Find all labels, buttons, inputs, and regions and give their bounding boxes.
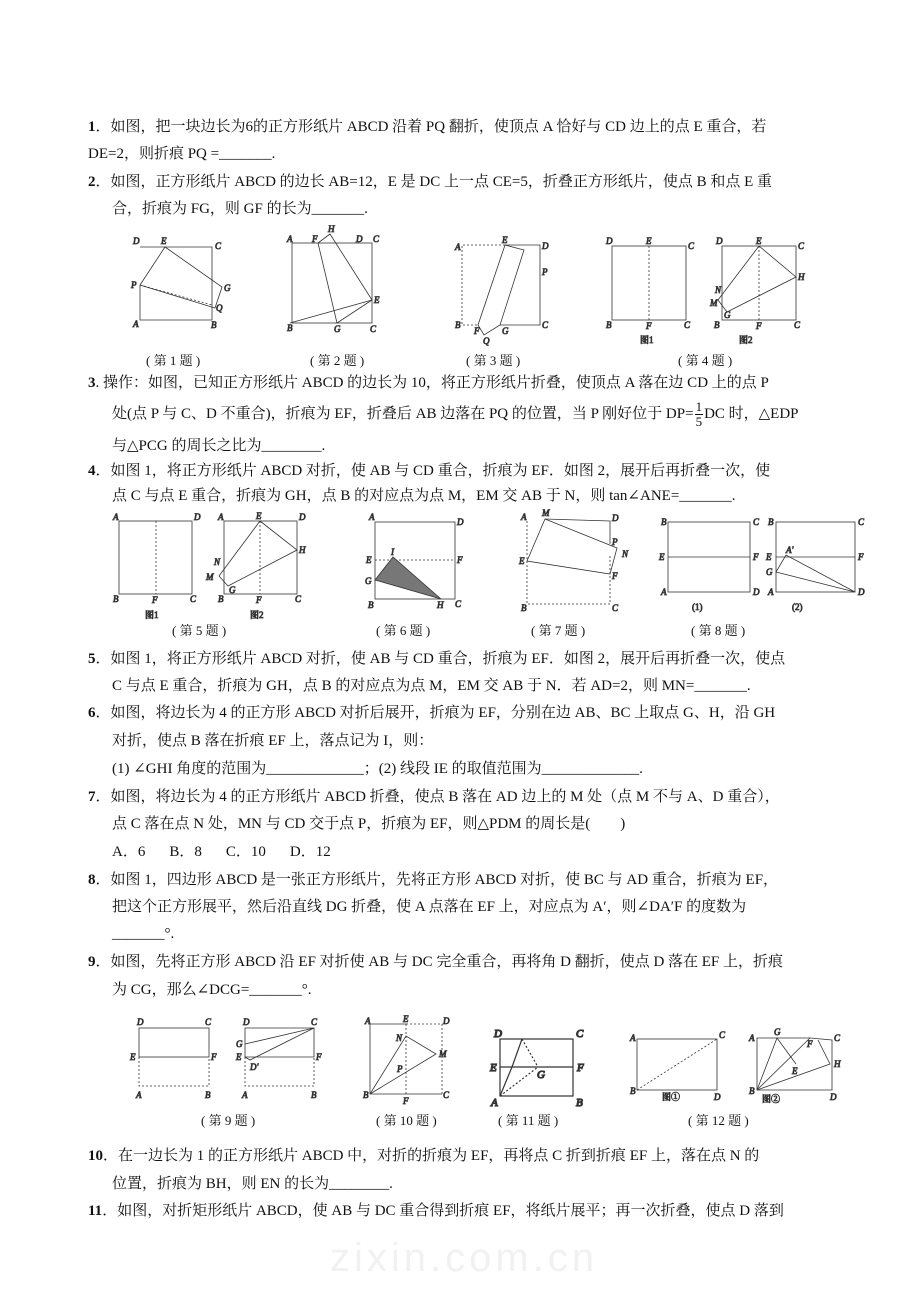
figure-8-2 (765, 517, 865, 612)
point-label: A (136, 1090, 142, 1100)
point-label: G (334, 324, 341, 334)
point-label: D' (250, 1062, 259, 1072)
point-label: E (766, 552, 772, 562)
point-label: F (211, 1052, 217, 1062)
point-label: C (612, 603, 619, 613)
point-label: D (194, 512, 201, 522)
point-label: C (834, 1033, 841, 1043)
point-label: Q (483, 336, 490, 346)
problem-text: ．如图 1，四边形 ABCD 是一张正方形纸片，先将正方形 ABCD 对折，使 BC 与 AD 重合，折痕为 EF， (95, 872, 779, 888)
point-label: B (749, 1086, 755, 1096)
point-label: E (646, 236, 652, 246)
problem-text: ．如图，将边长为 4 的正方形 ABCD 对折后展开，折痕为 EF，分别在边 AB、BC 上取点 G、H，沿 GH (95, 705, 776, 721)
point-label: A (749, 1033, 755, 1043)
point-label: B (368, 600, 374, 610)
problem-7-line-2: 点 C 落在点 N 处，MN 与 CD 交于点 P，折痕为 EF，则△PDM 的周长是( ) (112, 816, 626, 832)
point-label: H (834, 1059, 841, 1069)
point-label: F (646, 321, 652, 331)
point-label: M (439, 1049, 447, 1059)
figure-2 (286, 224, 380, 334)
point-label: M (542, 508, 550, 518)
problem-number: 8 (88, 872, 96, 888)
problem-2-line-2: 合，折痕为 FG，则 GF 的长为_______. (112, 201, 368, 217)
problem-text: DC 时，△EDP (704, 405, 799, 422)
caption-fig-2: ( 第 2 题 ) (310, 353, 365, 368)
point-label: E (659, 552, 665, 562)
figure-5-1 (112, 512, 201, 620)
caption-fig-9: ( 第 9 题 ) (201, 1113, 256, 1128)
point-label: A (661, 587, 667, 597)
point-label: B (714, 320, 720, 330)
point-label: A (365, 1016, 371, 1026)
point-label: D (716, 236, 723, 246)
point-label: C (688, 241, 695, 251)
point-label: D (133, 236, 140, 246)
point-label: C (311, 1017, 318, 1027)
point-label: B (287, 323, 293, 333)
problem-number: 11 (88, 1203, 103, 1219)
point-label: A (455, 242, 461, 252)
problem-8-line-3: _______°. (112, 926, 175, 942)
point-label: N (214, 557, 221, 567)
point-label: D (830, 1092, 837, 1102)
point-label: B (768, 517, 774, 527)
problem-number: 5 (88, 651, 96, 667)
point-label: C (542, 320, 549, 330)
problem-text: ．在一边长为 1 的正方形纸片 ABCD 中，对折的折痕为 EF，再将点 C 折到折痕 EF 上，落在点 N 的 (103, 1148, 760, 1164)
point-label: F (316, 1052, 322, 1062)
point-label: F (858, 552, 864, 562)
problem-number: 4 (88, 463, 96, 479)
point-label: F (256, 595, 262, 605)
point-label: A (287, 234, 293, 244)
option-b: B．8 (169, 844, 202, 860)
problem-number: 6 (88, 705, 96, 721)
point-label: A' (786, 545, 794, 555)
point-label: E (502, 235, 508, 245)
problem-number: 3 (88, 375, 96, 391)
problem-text: ．如图，正方形纸片 ABCD 的边长 AB=12，E 是 DC 上一点 CE=5，折叠正方形纸片，使点 B 和点 E 重 (95, 174, 773, 190)
figure-label: (1) (692, 602, 703, 612)
point-label: C (753, 517, 760, 527)
point-label: A (218, 512, 224, 522)
point-label: A (491, 1097, 498, 1109)
problem-text: ．如图，将边长为 4 的正方形纸片 ABCD 折叠，使点 B 落在 AD 边上的 M 处（点 M 不与 A、D 重合）， (95, 789, 780, 805)
point-label: F (474, 326, 480, 336)
point-label: B (311, 1090, 317, 1100)
problem-text: ．如图 1，将正方形纸片 ABCD 对折，使 AB 与 CD 重合，折痕为 EF．如图 2，展开后再折叠一次，使 (95, 463, 771, 479)
point-label: A (521, 512, 527, 522)
point-label: E (374, 295, 380, 305)
point-label: C (373, 234, 380, 244)
point-label: C (370, 324, 377, 334)
figure-5-2 (205, 511, 306, 620)
point-label: A (630, 1033, 636, 1043)
problem-text: ．如图，对折矩形纸片 ABCD，使 AB 与 DC 重合得到折痕 EF，将纸片展平；再一次折叠，使点 D 落到 (102, 1203, 784, 1219)
figure-6 (365, 512, 464, 610)
point-label: A (113, 512, 119, 522)
figure-7 (518, 508, 629, 613)
problem-5-line-2: C 与点 E 重合，折痕为 GH，点 B 的对应点为点 M，EM 交 AB 于 N．若 AD=2，则 MN=_______. (112, 678, 751, 694)
point-label: B (455, 320, 461, 330)
point-label: C (443, 1090, 450, 1100)
point-label: E (490, 1062, 497, 1074)
point-label: B (606, 320, 612, 330)
problem-6-line-2: 对折，使点 B 落在折痕 EF 上，落点记为 I，则： (112, 733, 434, 749)
point-label: D (494, 1028, 502, 1040)
point-label: G (766, 567, 773, 577)
point-label: D (858, 587, 865, 597)
point-label: N (622, 549, 629, 559)
point-label: P (612, 537, 618, 547)
problem-1-line-2: DE=2，则折痕 PQ =_______. (88, 146, 276, 162)
point-label: C (215, 241, 222, 251)
point-label: P (131, 280, 137, 290)
point-label: D (606, 236, 613, 246)
point-label: D (714, 1092, 721, 1102)
figure-3 (454, 235, 549, 346)
point-label: E (519, 556, 525, 566)
point-label: H (798, 272, 805, 282)
point-label: D (457, 517, 464, 527)
point-label: H (437, 600, 444, 610)
problem-text: ．如图，把一块边长为6的正方形纸片 ABCD 沿着 PQ 翻折，使顶点 A 恰好与 CD 边上的点 E 重合，若 (95, 119, 767, 135)
point-label: E (792, 1066, 798, 1076)
point-label: B (363, 1090, 369, 1100)
figure-12-1 (629, 1030, 726, 1102)
problem-3-line-3: 与△PCG 的周长之比为________. (112, 438, 326, 454)
point-label: C (798, 241, 805, 251)
problem-text: ．如图，先将正方形 ABCD 沿 EF 对折使 AB 与 DC 完全重合，再将角 D 翻折，使点 D 落在 EF 上，折痕 (95, 954, 784, 970)
point-label: A (768, 587, 774, 597)
problem-number: 9 (88, 954, 96, 970)
fraction-numerator: 1 (695, 399, 703, 414)
problem-number: 2 (88, 174, 96, 190)
problem-text: 处(点 P 与 C、D 不重合)，折痕为 EF，折叠后 AB 边落在 PQ 的位置，当 P 刚好位于 DP= (112, 405, 694, 422)
point-label: B (211, 320, 217, 330)
problem-text: . 操作：如图，已知正方形纸片 ABCD 的边长为 10，将正方形纸片折叠，使顶点 A 落在边 CD 上的点 P (95, 375, 769, 391)
point-label: E (130, 1052, 136, 1062)
point-label: D (299, 512, 306, 522)
figure-4-1 (605, 236, 695, 345)
point-label: H (328, 224, 335, 234)
point-label: C (455, 599, 462, 609)
point-label: C (858, 517, 865, 527)
point-label: Q (216, 303, 223, 313)
figure-label: 图1 (640, 335, 654, 345)
point-label: F (152, 595, 158, 605)
caption-fig-6: ( 第 6 题 ) (376, 623, 431, 638)
figure-8-1 (658, 517, 760, 612)
caption-fig-3: ( 第 3 题 ) (466, 353, 521, 368)
caption-fig-10: ( 第 10 题 ) (376, 1113, 437, 1128)
figure-4-2 (709, 236, 805, 345)
option-a: A．6 (112, 844, 146, 860)
point-label: G (224, 283, 231, 293)
point-label: D (243, 1017, 250, 1027)
point-label: E (756, 236, 762, 246)
fraction-denominator: 5 (695, 414, 703, 429)
point-label: E (403, 1014, 409, 1024)
point-label: D (612, 513, 619, 523)
figure-12-2 (748, 1027, 841, 1104)
point-label: G (724, 310, 731, 320)
caption-fig-11: ( 第 11 题 ) (498, 1113, 559, 1128)
point-label: D (753, 587, 760, 597)
problem-6-line-3: (1) ∠GHI 角度的范围为_____________；(2) 线段 IE 的取值范围为_____________. (112, 761, 643, 777)
problem-number: 10 (88, 1148, 103, 1164)
point-label: C (719, 1030, 726, 1040)
point-label: F (312, 234, 318, 244)
point-label: F (577, 1062, 584, 1074)
figure-1 (130, 236, 231, 330)
figure-9-1 (129, 1017, 217, 1100)
watermark: zixin.com.cn (330, 1236, 599, 1280)
figure-label: 图2 (739, 335, 753, 345)
caption-fig-12: ( 第 12 题 ) (688, 1113, 749, 1128)
point-label: I (391, 547, 394, 557)
figure-10 (363, 1014, 450, 1106)
point-label: F (753, 552, 759, 562)
point-label: F (612, 571, 618, 581)
problem-4-line-2: 点 C 与点 E 重合，折痕为 GH，点 B 的对应点为点 M，EM 交 AB 于 N，则 tan∠ANE=_______. (112, 488, 736, 504)
point-label: F (756, 321, 762, 331)
point-label: B (576, 1097, 583, 1109)
point-label: C (684, 320, 691, 330)
point-label: G (365, 576, 372, 586)
problem-9-line-2: 为 CG，那么∠DCG=_______°. (112, 982, 312, 998)
problem-8-line-2: 把这个正方形展平，然后沿直线 DG 折叠，使 A 点落在 EF 上，对应点为 A′，则∠DA′F 的度数为 (112, 899, 747, 915)
point-label: G (236, 1039, 243, 1049)
point-label: D (542, 241, 549, 251)
figure-label: 图2 (250, 610, 264, 620)
point-label: G (774, 1027, 781, 1037)
point-label: F (807, 1039, 813, 1049)
point-label: G (502, 326, 509, 336)
problem-text: ．如图 1，将正方形纸片 ABCD 对折，使 AB 与 CD 重合，折痕为 EF．如图 2，展开后再折叠一次，使点 (95, 651, 786, 667)
point-label: D (137, 1017, 144, 1027)
point-label: M (206, 572, 214, 582)
point-label: C (794, 320, 801, 330)
point-label: B (521, 603, 527, 613)
figure-9-2 (235, 1017, 322, 1100)
caption-fig-5: ( 第 5 题 ) (172, 623, 227, 638)
problem-number: 7 (88, 789, 96, 805)
point-label: B (218, 594, 224, 604)
figure-label: 图② (762, 1094, 781, 1104)
figure-row-3 (129, 1014, 841, 1109)
point-label: B (630, 1086, 636, 1096)
point-label: H (299, 545, 306, 555)
caption-fig-7: ( 第 7 题 ) (531, 623, 586, 638)
point-label: N (715, 285, 722, 295)
point-label: B (205, 1090, 211, 1100)
point-label: C (190, 594, 197, 604)
point-label: E (236, 1052, 242, 1062)
figure-label: 图1 (145, 610, 159, 620)
figure-label: (2) (792, 602, 803, 612)
point-label: G (537, 1069, 545, 1081)
point-label: B (113, 594, 119, 604)
point-label: C (295, 594, 302, 604)
option-d: D．12 (289, 844, 331, 860)
point-label: A (369, 512, 375, 522)
caption-fig-8: ( 第 8 题 ) (691, 623, 746, 638)
point-label: A (242, 1090, 248, 1100)
point-label: P (542, 267, 548, 277)
problem-10-line-2: 位置，折痕为 BH，则 EN 的长为________. (112, 1176, 393, 1192)
point-label: A (133, 319, 139, 329)
point-label: F (403, 1096, 409, 1106)
point-label: N (396, 1033, 403, 1043)
figure-11 (489, 1028, 584, 1109)
point-label: B (661, 517, 667, 527)
point-label: E (161, 236, 167, 246)
point-label: C (205, 1017, 212, 1027)
point-label: P (397, 1064, 403, 1074)
point-label: D (356, 234, 363, 244)
point-label: E (256, 511, 262, 521)
point-label: D (443, 1016, 450, 1026)
point-label: C (576, 1028, 584, 1040)
point-label: F (457, 555, 463, 565)
caption-fig-1: ( 第 1 题 ) (146, 353, 201, 368)
point-label: M (710, 298, 718, 308)
problem-number: 1 (88, 119, 96, 135)
option-c: C．10 (225, 844, 266, 860)
point-label: E (366, 555, 372, 565)
figure-row-2 (112, 508, 865, 620)
point-label: G (229, 585, 236, 595)
caption-fig-4: ( 第 4 题 ) (678, 353, 733, 368)
figure-label: 图① (662, 1092, 681, 1102)
